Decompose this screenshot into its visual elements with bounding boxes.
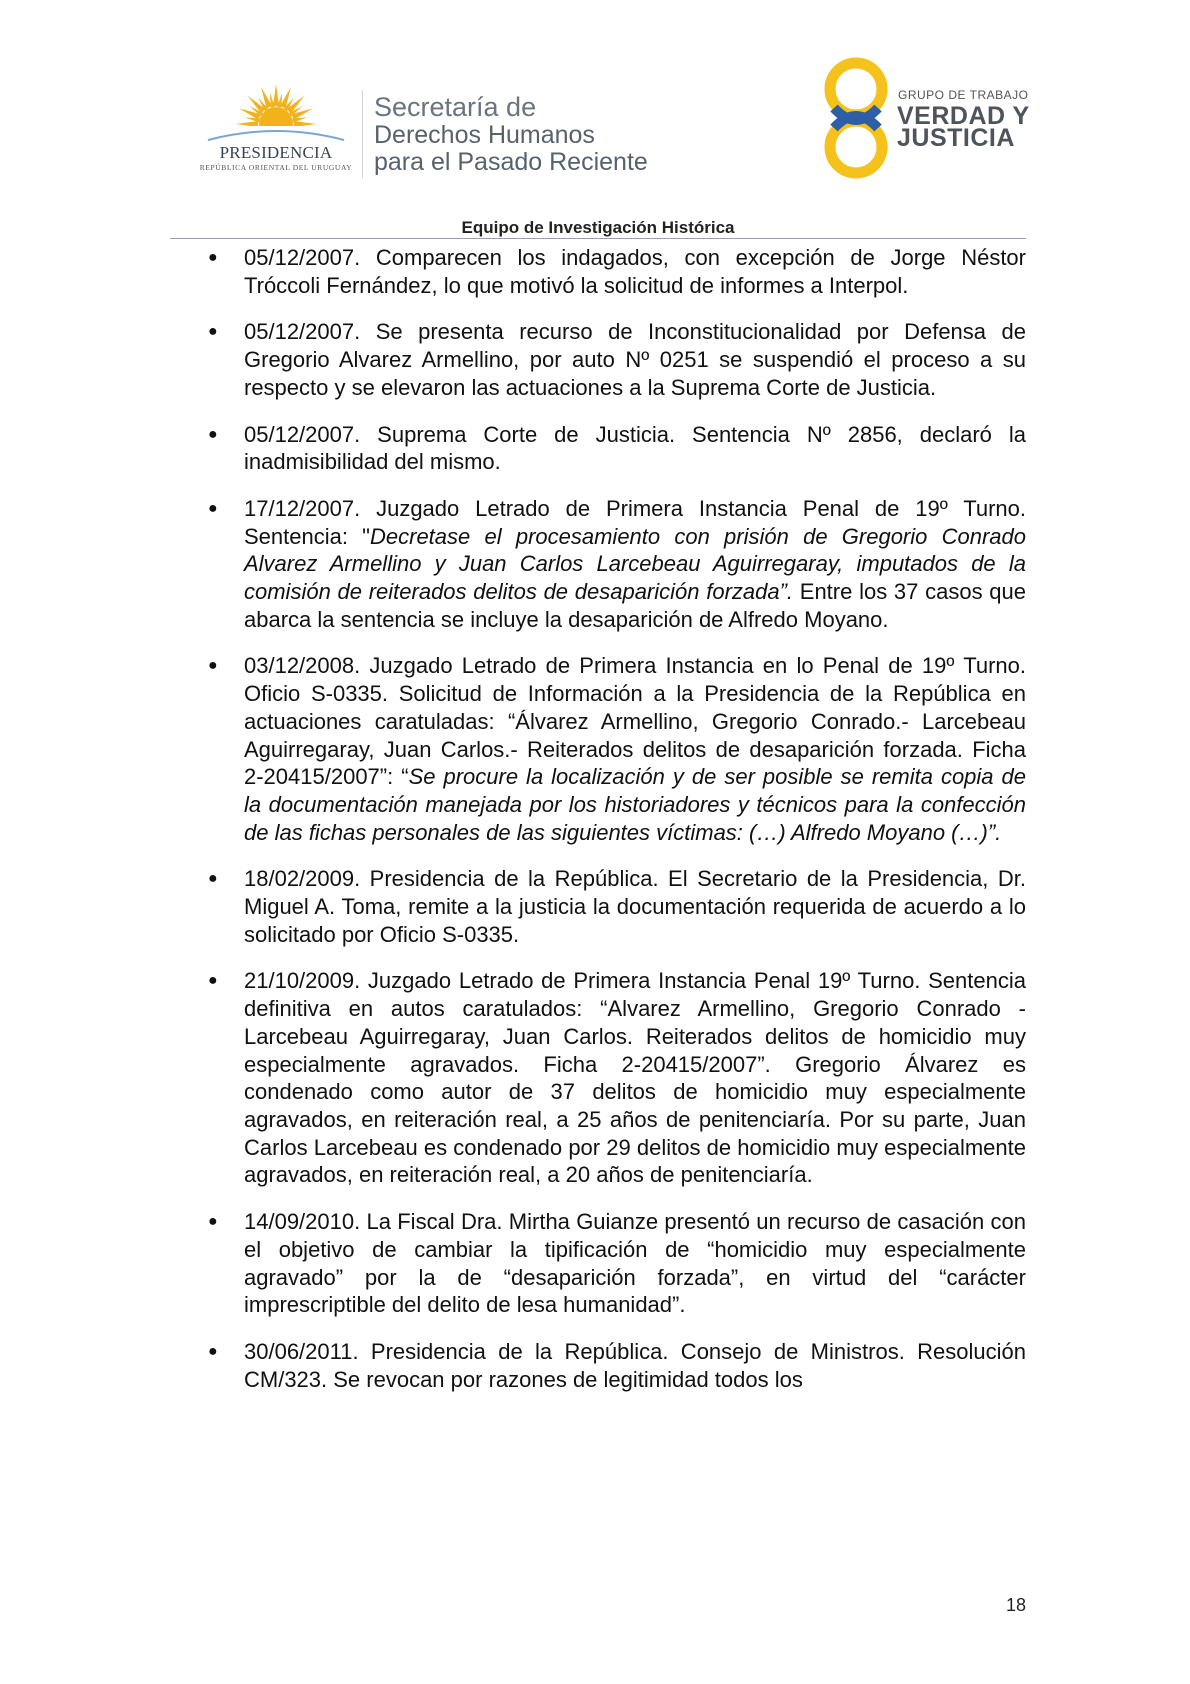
bullet-icon: ● <box>208 657 218 675</box>
list-item <box>206 652 1026 846</box>
entry-text: 05/12/2007. Se presenta recurso de Inconstitucionalidad por Defensa de Gregorio Alvarez Armellino, por auto Nº 0251 se suspendió el proceso a su respecto y se elevaron las actuaciones a la Suprema Corte de Justicia. <box>244 319 1026 400</box>
verdad-label: VERDAD Y <box>897 102 1030 130</box>
verdad-justicia-rings-logo-icon <box>818 56 894 180</box>
bullet-icon: ● <box>208 425 218 443</box>
bullet-icon: ● <box>208 1342 218 1360</box>
justicia-label: JUSTICIA <box>897 124 1015 152</box>
secretaria-line-3: para el Pasado Reciente <box>374 148 648 176</box>
bullet-icon: ● <box>208 249 218 266</box>
page-number: 18 <box>1005 1595 1026 1615</box>
entry-text: 14/09/2010. La Fiscal Dra. Mirtha Guianze presentó un recurso de casación con el objetivo de cambiar la tipificación de “homicidio muy especialmente agravado” por la de “desaparición forzada”, en virtud del “carácter imprescriptible del delito de lesa humanidad”. <box>244 1209 1026 1318</box>
entry-text: Entre los 37 casos que abarca la sentencia se incluye la desaparición de Alfredo Moyano. <box>244 579 1026 632</box>
entry-text: 17/12/2007. Juzgado Letrado de Primera Instancia Penal de 19º Turno. Sentencia: " <box>244 495 1026 549</box>
secretaria-line-2: Derechos Humanos <box>374 121 595 149</box>
list-item <box>206 865 1026 948</box>
list-item <box>206 421 1026 476</box>
entry-text: 30/06/2011. Presidencia de la República. Consejo de Ministros. Resolución CM/323. Se revocan por razones de legitimidad todos los <box>244 1338 1026 1392</box>
chronology-list <box>206 244 1026 1412</box>
list-item <box>206 967 1026 1189</box>
list-item <box>206 1338 1026 1393</box>
logo-divider <box>362 90 363 178</box>
page-header <box>0 0 1190 240</box>
bullet-icon: ● <box>208 972 218 990</box>
entry-text: 18/02/2009. Presidencia de la República. El Secretario de la Presidencia, Dr. Miguel A. Toma, remite a la justicia la documentación requerida de acuerdo a lo solicitado por Oficio S-0335. <box>244 866 1026 947</box>
grupo-trabajo-label: GRUPO DE TRABAJO <box>898 88 1029 102</box>
bullet-icon: ● <box>208 870 218 888</box>
entry-text: 03/12/2008. Juzgado Letrado de Primera Instancia en lo Penal de 19º Turno. Oficio S-0335. Solicitud de Información a la Presidencia de la República en actuaciones caratuladas: “Álvarez Armellino, Gregorio Conrado.- Larcebeau Aguirregaray, Juan Carlos.- Reiterados delitos de desaparición forzada. Ficha 2-20415/2007”: “ <box>244 653 1026 790</box>
presidencia-name: PRESIDENCIA <box>219 143 333 162</box>
list-item <box>206 244 1026 299</box>
team-title: Equipo de Investigación Histórica <box>461 218 735 237</box>
presidencia-subtitle: REPÚBLICA ORIENTAL DEL URUGUAY <box>199 163 353 172</box>
entry-quote: Decretase el procesamiento con prisión de Gregorio Conrado Alvarez Armellino y Juan Carlos Larcebeau Aguirregaray, imputados de la comisión de reiterados delitos de desaparición forzada”. <box>244 523 1026 605</box>
entry-text: 21/10/2009. Juzgado Letrado de Primera Instancia Penal 19º Turno. Sentencia definitiva en autos caratulados: “Alvarez Armellino, Gregorio Conrado - Larcebeau Aguirregaray, Juan Carlos. Reiterados delitos de homicidio muy especialmente agravados. Ficha 2-20415/2007”. Gregorio Álvarez es condenado como autor de 37 delitos de homicidio muy especialmente agravados, en reiteración real, a 25 años de penitenciaría. Por su parte, Juan Carlos Larcebeau es condenado por 29 delitos de homicidio muy especialmente agravados, en reiteración real, a 20 años de penitenciaría. <box>244 968 1026 1188</box>
bullet-icon: ● <box>208 499 218 517</box>
entry-quote: Se procure la localización y de ser posible se remita copia de la documentación manejada por los historiadores y técnicos para la confección de las fichas personales de las siguientes víctimas: (…) Alfredo Moyano (…)”. <box>244 764 1027 845</box>
bullet-icon: ● <box>208 323 218 341</box>
bullet-icon: ● <box>208 1213 218 1231</box>
list-item <box>206 495 1026 634</box>
entry-text: 05/12/2007. Suprema Corte de Justicia. Sentencia Nº 2856, declaró la inadmisibilidad del mismo. <box>244 421 1026 475</box>
entry-text: 05/12/2007. Comparecen los indagados, con excepción de Jorge Néstor Tróccoli Fernández, lo que motivó la solicitud de informes a Interpol. <box>244 245 1026 298</box>
list-item <box>206 1208 1026 1319</box>
list-item <box>206 318 1026 401</box>
secretaria-line-1: Secretaría de <box>374 92 537 122</box>
header-rule <box>170 238 1026 239</box>
